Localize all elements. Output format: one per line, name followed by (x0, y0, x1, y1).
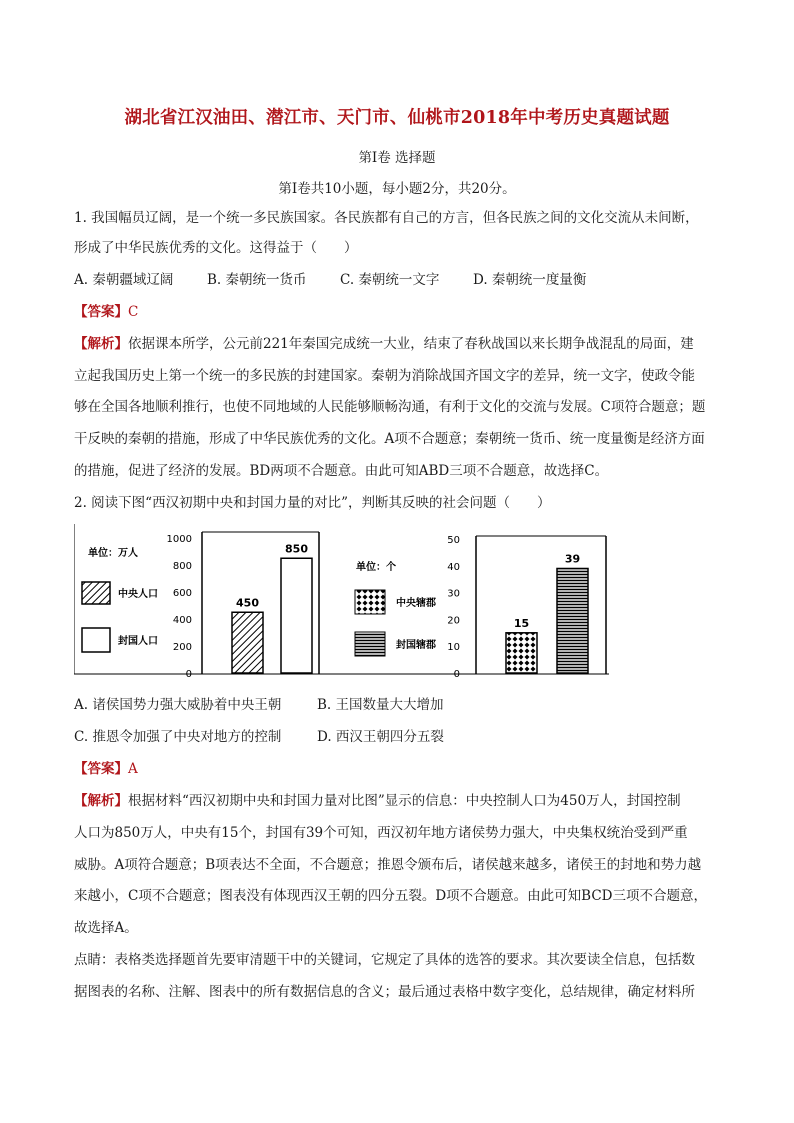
q1-analysis-line-3: 够在全国各地顺利推行，也使不同地域的人民能够顺畅沟通，有利于文化的交流与发展。C项符合题意；题 (74, 399, 706, 415)
q2-analysis-line-2: 人口为850万人，中央有15个，封国有39个可知，西汉初年地方诸侯势力强大，中央集权统治受到严重 (74, 825, 688, 841)
chart2-y-tick: 20 (447, 615, 460, 627)
chart1-y-tick: 200 (172, 642, 192, 653)
section-heading: 第Ⅰ卷 选择题 (358, 150, 436, 166)
chart1-y-tick: 0 (185, 669, 192, 680)
answer-value: C (128, 304, 139, 320)
q1-stem-line-1: 1. 我国幅员辽阔，是一个统一多民族国家。各民族都有自己的方言，但各民族之间的文化交流从未间断， (74, 210, 699, 226)
q2-option-a: A. 诸侯国势力强大威胁着中央王朝 (74, 697, 282, 713)
q1-analysis-line-2: 立起我国历史上第一个统一的多民族的封建国家。秦朝为消除战国齐国文字的差异，统一文字，使政令能 (74, 368, 695, 384)
q2-figure (74, 522, 609, 682)
q2-analysis-line-5: 故选择A。 (74, 920, 138, 936)
chart1-legend-fief: 封国人口 (118, 636, 158, 647)
analysis-text: 根据材料“西汉初期中央和封国力量对比图”显示的信息：中央控制人口为450万人，封国控制 (128, 793, 681, 809)
chart1-unit: 单位：万人 (88, 548, 138, 559)
chart2-data-label-2: 39 (564, 552, 581, 566)
chart2-bar-1 (506, 633, 537, 673)
q2-analysis-line-1 (74, 791, 681, 811)
chart2-y-tick: 50 (447, 535, 460, 546)
q2-answer (74, 759, 138, 779)
q1-option-b: B. 秦朝统一货币 (207, 272, 307, 288)
q2-analysis-line-4: 来越小，C项不合题意；图表没有体现西汉王朝的四分五裂。D项不合题意。由此可知BCD三项不合题意， (74, 888, 707, 904)
chart1-legend-central: 中央人口 (118, 589, 158, 600)
q1-answer (74, 302, 138, 322)
q2-chart-svg (74, 522, 609, 682)
q2-tip-line-2: 据图表的名称、注解、图表中的所有数据信息的含义；最后通过表格中数字变化，总结规律，确定材料所 (74, 984, 695, 1000)
chart1-y-tick: 400 (172, 615, 192, 626)
chart2-data-label-1: 15 (513, 616, 530, 630)
q1-stem-line-2: 形成了中华民族优秀的文化。这得益于（ ） (74, 240, 358, 256)
chart1-bar-2 (281, 558, 312, 673)
chart2-y-tick: 0 (453, 669, 460, 680)
analysis-label: 【解析】 (74, 793, 128, 809)
chart2-bar-2 (557, 568, 588, 673)
section-note: 第Ⅰ卷共10小题，每小题2分，共20分。 (278, 181, 516, 197)
chart2-legend-central: 中央辖郡 (396, 598, 436, 609)
q1-option-c: C. 秦朝统一文字 (340, 272, 440, 288)
chart1-y-tick: 600 (172, 588, 192, 599)
q2-option-d: D. 西汉王朝四分五裂 (317, 729, 444, 745)
chart1-data-label-1: 450 (236, 596, 259, 610)
analysis-label: 【解析】 (74, 336, 128, 352)
answer-value: A (128, 761, 138, 777)
answer-label: 【答案】 (74, 304, 128, 320)
q2-tip-line-1: 点睛：表格类选择题首先要审清题干中的关键词，它规定了具体的选答的要求。其次要读全信息，包括数 (74, 952, 695, 968)
answer-label: 【答案】 (74, 761, 128, 777)
analysis-text: 依据课本所学，公元前221年秦国完成统一大业，结束了春秋战国以来长期争战混乱的局面，建 (128, 336, 694, 352)
chart2-legend-swatch-central (355, 590, 385, 614)
chart1-y-tick: 800 (172, 561, 192, 572)
q1-analysis-line-5: 的措施，促进了经济的发展。BD两项不合题意。由此可知ABD三项不合题意，故选择C。 (74, 463, 609, 479)
chart2-unit: 单位：个 (356, 562, 396, 573)
chart2-legend-swatch-fief (355, 632, 385, 656)
q1-options (74, 270, 586, 290)
chart1-legend-swatch-fief (82, 628, 110, 652)
chart1-data-label-2: 850 (285, 542, 308, 556)
chart1-y-tick: 1000 (166, 534, 192, 545)
q2-analysis-line-3: 威胁。A项符合题意；B项表达不全面，不合题意；推恩令颁布后，诸侯越来越多，诸侯王的封地和势力越 (74, 857, 702, 873)
q1-option-d: D. 秦朝统一度量衡 (473, 272, 587, 288)
q2-stem: 2. 阅读下图“西汉初期中央和封国力量的对比”，判断其反映的社会问题（ ） (74, 495, 551, 511)
q1-analysis-line-1 (74, 334, 694, 354)
chart2-y-tick: 10 (447, 642, 460, 654)
chart2-y-tick: 40 (447, 561, 460, 573)
q2-options-row-1 (74, 695, 444, 715)
chart2-legend-fief: 封国辖郡 (396, 640, 436, 651)
q2-option-c: C. 推恩令加强了中央对地方的控制 (74, 729, 282, 745)
doc-title: 湖北省江汉油田、潜江市、天门市、仙桃市2018年中考历史真题试题 (124, 108, 670, 128)
q2-option-b: B. 王国数量大大增加 (317, 697, 444, 713)
q1-option-a: A. 秦朝疆域辽阔 (74, 272, 174, 288)
chart1-bar-1 (232, 612, 263, 673)
chart1-legend-swatch-central (82, 582, 110, 604)
q2-options-row-2 (74, 727, 444, 747)
chart2-y-tick: 30 (447, 588, 460, 600)
q1-analysis-line-4: 干反映的秦朝的措施，形成了中华民族优秀的文化。A项不合题意；秦朝统一货币、统一度量衡是经济方面 (74, 431, 705, 447)
